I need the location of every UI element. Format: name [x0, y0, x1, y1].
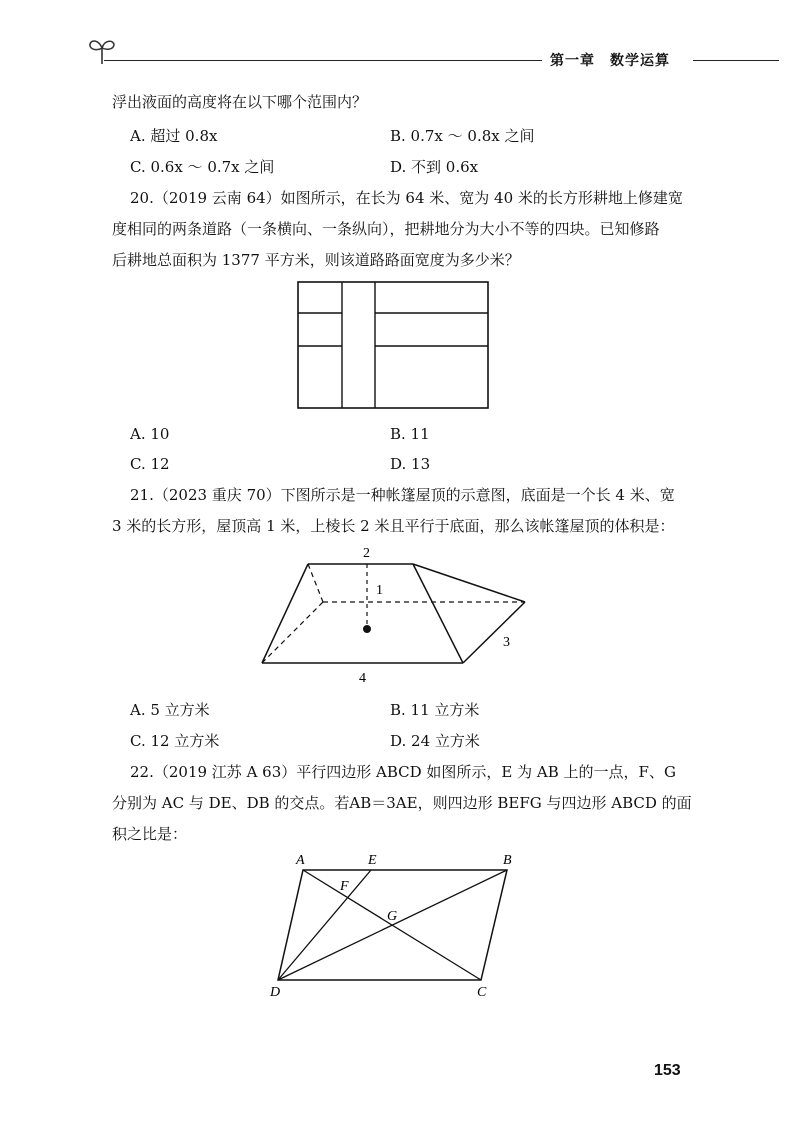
q20-option-c: C. 12: [130, 455, 170, 473]
q21-label-1: 1: [376, 583, 383, 598]
q19-option-a: A. 超过 0.8x: [130, 127, 218, 145]
q21-tent-diagram: [255, 542, 535, 684]
q19-option-d: D. 不到 0.6x: [390, 158, 479, 176]
q22-line-2: 分别为 AC 与 DE、DB 的交点。若AB＝3AE，则四边形 BEFG 与四边形 ABCD 的面: [112, 794, 692, 812]
q19-option-c: C. 0.6x ～ 0.7x 之间: [130, 158, 275, 176]
q21-label-2: 2: [363, 546, 370, 561]
q22-parallelogram-diagram: [260, 848, 530, 1004]
q22-line-3: 积之比是：: [112, 825, 188, 843]
q21-line-2: 3 米的长方形，屋顶高 1 米，上棱长 2 米且平行于底面，那么该帐篷屋顶的体积是：: [112, 517, 675, 535]
q22-label-e: E: [368, 853, 377, 868]
q20-option-a: A. 10: [130, 425, 170, 443]
q22-label-f: F: [340, 879, 349, 894]
chapter-title: 第一章 数学运算: [550, 53, 670, 69]
q21-option-d: D. 24 立方米: [390, 732, 480, 750]
q20-option-d: D. 13: [390, 455, 431, 473]
q21-option-b: B. 11 立方米: [390, 701, 480, 719]
q22-label-c: C: [477, 985, 487, 1000]
q22-label-g: G: [387, 909, 398, 924]
q21-line-1: 21.（2023 重庆 70）下图所示是一种帐篷屋顶的示意图，底面是一个长 4 米、宽: [130, 486, 675, 504]
q20-line-2: 度相同的两条道路（一条横向、一条纵向），把耕地分为大小不等的四块。已知修路: [112, 220, 660, 238]
q22-label-b: B: [503, 853, 512, 868]
q21-option-a: A. 5 立方米: [130, 701, 210, 719]
q21-label-3: 3: [503, 635, 510, 650]
header-rule-right: [693, 60, 779, 61]
q20-line-1: 20.（2019 云南 64）如图所示，在长为 64 米、宽为 40 米的长方形耕地上修建宽: [130, 189, 683, 207]
q20-field-diagram: [295, 278, 491, 412]
page-number: 153: [654, 1062, 681, 1079]
q22-label-d: D: [270, 985, 281, 1000]
q21-option-c: C. 12 立方米: [130, 732, 220, 750]
q22-label-a: A: [296, 853, 305, 868]
q20-line-3: 后耕地总面积为 1377 平方米，则该道路路面宽度为多少米？: [112, 251, 520, 269]
q19-option-b: B. 0.7x ～ 0.8x 之间: [390, 127, 535, 145]
header-rule-left: [104, 60, 542, 61]
q19-stem: 浮出液面的高度将在以下哪个范围内？: [112, 93, 368, 111]
sprout-icon: [86, 36, 118, 66]
q21-label-4: 4: [359, 671, 366, 684]
q20-option-b: B. 11: [390, 425, 430, 443]
q22-line-1: 22.（2019 江苏 A 63）平行四边形 ABCD 如图所示，E 为 AB 上的一点，F、G: [130, 763, 676, 781]
